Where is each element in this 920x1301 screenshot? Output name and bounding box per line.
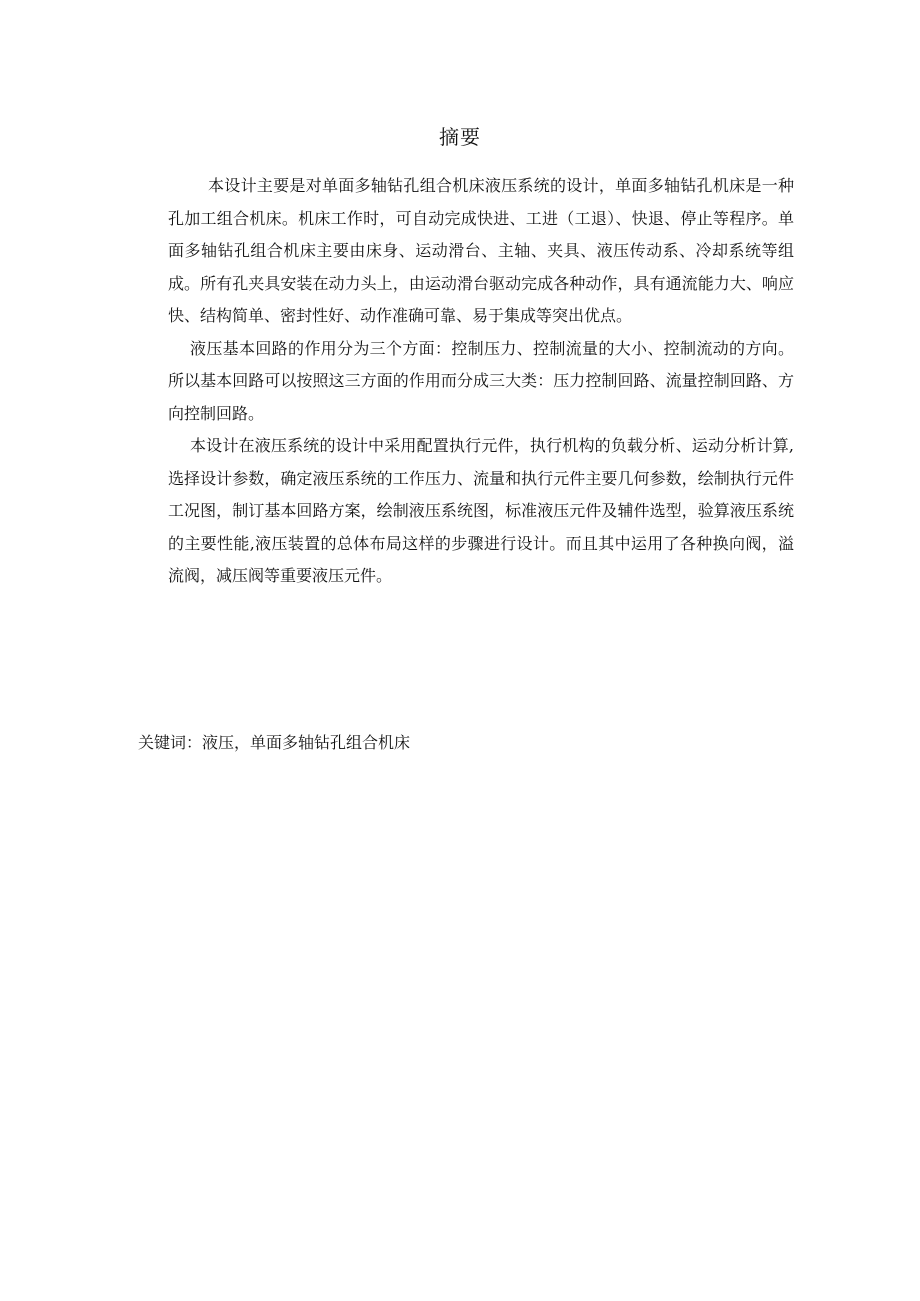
abstract-title: 摘要	[439, 125, 481, 149]
abstract-paragraph-1: 本设计主要是对单面多轴钻孔组合机床液压系统的设计，单面多轴钻孔机床是一种孔加工组合机床。机床工作时，可自动完成快进、工进（工退）、快退、停止等程序。单面多轴钻孔组合机床主要由床身、运动滑台、主轴、夹具、液压传动系、冷却系统等组成。所有孔夹具安装在动力头上，由运动滑台驱动完成各种动作，具有通流能力大、响应快、结构简单、密封性好、动作准确可靠、易于集成等突出优点。	[168, 176, 794, 325]
abstract-paragraph-2: 液压基本回路的作用分为三个方面：控制压力、控制流量的大小、控制流动的方向。所以基本回路可以按照这三方面的作用而分成三大类：压力控制回路、流量控制回路、方向控制回路。	[168, 338, 794, 423]
abstract-paragraph-3: 本设计在液压系统的设计中采用配置执行元件，执行机构的负载分析、运动分析计算,选择设计参数，确定液压系统的工作压力、流量和执行元件主要几何参数，绘制执行元件工况图，制订基本回路方案，绘制液压系统图，标准液压元件及辅件选型，验算液压系统的主要性能,液压装置的总体布局这样的步骤进行设计。而且其中运用了各种换向阀，溢流阀，减压阀等重要液压元件。	[168, 436, 794, 585]
keywords-line: 关键词：液压，单面多轴钻孔组合机床	[138, 733, 411, 752]
abstract-body	[168, 170, 794, 593]
